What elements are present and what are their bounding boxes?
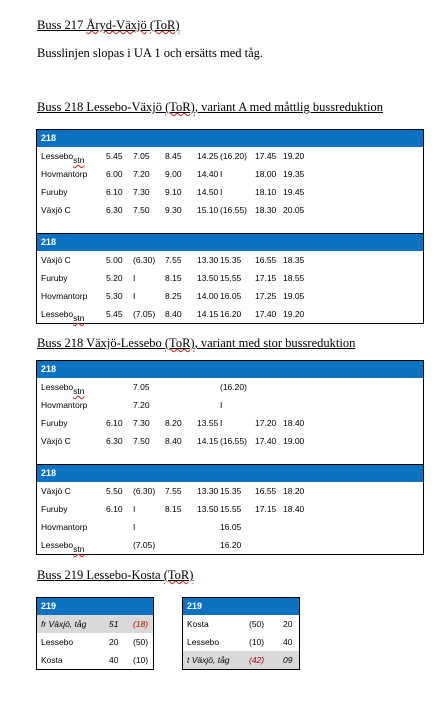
time-cell: 8.15: [165, 273, 182, 283]
time-cell: 15.10: [197, 205, 219, 215]
line-header: 218: [37, 130, 423, 147]
time-cell: 9.10: [165, 187, 182, 197]
table-row: [37, 165, 423, 183]
time-cell: I: [133, 522, 136, 532]
stop-name: Hovmantorp: [41, 169, 88, 179]
time-cell: 13.55: [197, 418, 219, 428]
time-cell: 9.00: [165, 169, 182, 179]
stop-name: Kosta: [187, 619, 209, 629]
timetable-219-left: [36, 597, 154, 670]
time-cell: (16.55): [220, 205, 247, 215]
time-cell: 5.20: [106, 273, 123, 283]
time-cell: (7.05): [133, 540, 156, 550]
time-cell: 8.40: [165, 309, 182, 319]
time-cell: 7.30: [133, 418, 150, 428]
line-header: 218: [37, 465, 423, 482]
time-cell: 17.15: [255, 504, 277, 514]
stop-name: Hovmantorp: [41, 291, 88, 301]
table-row: [37, 251, 423, 269]
time-cell: 18.20: [283, 486, 305, 496]
time-cell: (10): [133, 655, 149, 665]
stop-name: Hovmantorp: [41, 522, 88, 532]
time-cell: 14.40: [197, 169, 219, 179]
time-cell: 18.30: [255, 205, 277, 215]
time-cell: 16.20: [220, 309, 242, 319]
time-cell: 7.05: [133, 382, 150, 392]
time-cell: 6.10: [106, 187, 123, 197]
table-row: [37, 201, 423, 219]
time-cell: 6.10: [106, 504, 123, 514]
stop-name: Lessebo stn: [41, 309, 85, 323]
time-cell: 5.30: [106, 291, 123, 301]
time-cell: 18.35: [283, 255, 305, 265]
time-cell: 14.15: [197, 436, 219, 446]
time-cell: 40: [109, 655, 119, 665]
stop-name: Lessebo stn: [41, 151, 85, 165]
timetable-218a: [36, 129, 424, 324]
time-cell: 8.15: [165, 504, 182, 514]
table-separator: [37, 450, 423, 465]
time-cell: 14.15: [197, 309, 219, 319]
table-row: [37, 633, 153, 651]
time-cell: 17.25: [255, 291, 277, 301]
table-row: [37, 615, 153, 633]
time-cell: 7.20: [133, 400, 150, 410]
time-cell: 5.45: [106, 151, 123, 161]
time-cell: 16.20: [220, 540, 242, 550]
time-cell: 8.25: [165, 291, 182, 301]
time-cell: (42): [249, 655, 265, 665]
time-cell: 17.45: [255, 151, 277, 161]
time-cell: 17.15: [255, 273, 277, 283]
time-cell: 13.30: [197, 486, 219, 496]
time-cell: 17.40: [255, 436, 277, 446]
table-row: [37, 500, 423, 518]
time-cell: 6.10: [106, 418, 123, 428]
time-cell: 19.35: [283, 169, 305, 179]
time-cell: 40: [283, 637, 293, 647]
table-row: [37, 651, 153, 669]
time-cell: 19.05: [283, 291, 305, 301]
line-header: 219: [37, 598, 153, 615]
time-cell: 6.00: [106, 169, 123, 179]
time-cell: 51: [109, 619, 119, 629]
time-cell: (10): [249, 637, 265, 647]
time-cell: I: [133, 504, 136, 514]
heading-218b: Buss 218 Växjö-Lessebo (ToR), variant med stor bussreduktion: [37, 336, 356, 350]
time-cell: 17.40: [255, 309, 277, 319]
table-row: [37, 396, 423, 414]
time-cell: 8.20: [165, 418, 182, 428]
table-row: [37, 378, 423, 396]
stop-name: Hovmantorp: [41, 400, 88, 410]
time-cell: 13.50: [197, 273, 219, 283]
time-cell: (50): [133, 637, 149, 647]
time-cell: (16.20): [220, 382, 247, 392]
table-row: [37, 432, 423, 450]
time-cell: 7.20: [133, 169, 150, 179]
time-cell: 18.55: [283, 273, 305, 283]
time-cell: 16.05: [220, 522, 242, 532]
table-row: [37, 269, 423, 287]
time-cell: 19.20: [283, 309, 305, 319]
time-cell: 15.55: [220, 273, 242, 283]
table-row: [37, 414, 423, 432]
time-cell: I: [220, 169, 223, 179]
stop-name: Lessebo: [41, 637, 74, 647]
time-cell: (16.55): [220, 436, 247, 446]
time-cell: 20: [109, 637, 119, 647]
table-row: [183, 615, 299, 633]
time-cell: (6.30): [133, 255, 156, 265]
time-cell: 8.45: [165, 151, 182, 161]
time-cell: 16.55: [255, 486, 277, 496]
stop-name: fr Växjö, tåg: [41, 619, 87, 629]
time-cell: 15.35: [220, 255, 242, 265]
time-cell: 7.05: [133, 151, 150, 161]
time-cell: I: [133, 273, 136, 283]
time-cell: 7.50: [133, 436, 150, 446]
table-row: [37, 536, 423, 554]
time-cell: 14.25: [197, 151, 219, 161]
time-cell: I: [133, 291, 136, 301]
time-cell: 19.45: [283, 187, 305, 197]
time-cell: I: [220, 400, 223, 410]
time-cell: 13.30: [197, 255, 219, 265]
time-cell: 16.05: [220, 291, 242, 301]
time-cell: 7.55: [165, 486, 182, 496]
time-cell: 14.00: [197, 291, 219, 301]
stop-name: Växjö C: [41, 205, 71, 215]
table-row: [37, 305, 423, 323]
time-cell: 15.55: [220, 504, 242, 514]
time-cell: 16.55: [255, 255, 277, 265]
time-cell: 13.50: [197, 504, 219, 514]
time-cell: 19.20: [283, 151, 305, 161]
time-cell: 5.00: [106, 255, 123, 265]
stop-name: Växjö C: [41, 486, 71, 496]
stop-name: Kosta: [41, 655, 63, 665]
table-row: [183, 651, 299, 669]
time-cell: 20: [283, 619, 293, 629]
time-cell: 7.55: [165, 255, 182, 265]
stop-name: Furuby: [41, 418, 68, 428]
stop-name: Furuby: [41, 504, 68, 514]
time-cell: (50): [249, 619, 265, 629]
table-row: [37, 183, 423, 201]
line-header: 219: [183, 598, 299, 615]
time-cell: 15.35: [220, 486, 242, 496]
time-cell: 18.10: [255, 187, 277, 197]
time-cell: 17.20: [255, 418, 277, 428]
time-cell: 7.30: [133, 187, 150, 197]
time-cell: 20.05: [283, 205, 305, 215]
table-row: [37, 287, 423, 305]
time-cell: 5.45: [106, 309, 123, 319]
stop-name: Lessebo stn: [41, 382, 85, 396]
time-cell: 09: [283, 655, 293, 665]
stop-name: Furuby: [41, 187, 68, 197]
time-cell: 7.50: [133, 205, 150, 215]
time-cell: 18.00: [255, 169, 277, 179]
time-cell: 5.50: [106, 486, 123, 496]
stop-name: Furuby: [41, 273, 68, 283]
table-separator: [37, 219, 423, 234]
line-header: 218: [37, 361, 423, 378]
table-row: [37, 147, 423, 165]
text-217: Busslinjen slopas i UA 1 och ersätts med tåg.: [37, 46, 264, 60]
time-cell: 19.00: [283, 436, 305, 446]
table-row: [183, 633, 299, 651]
time-cell: 6.30: [106, 436, 123, 446]
timetable-218b: [36, 360, 424, 555]
time-cell: 18.40: [283, 418, 305, 428]
stop-name: Lessebo: [187, 637, 220, 647]
time-cell: (16.20): [220, 151, 247, 161]
heading-219: Buss 219 Lessebo-Kosta (ToR): [37, 568, 194, 582]
time-cell: (18): [133, 619, 149, 629]
timetable-219-right: [182, 597, 300, 670]
table-row: [37, 518, 423, 536]
time-cell: 18.40: [283, 504, 305, 514]
stop-name: Lessebo stn: [41, 540, 85, 554]
time-cell: (7.05): [133, 309, 156, 319]
heading-217: Buss 217 Åryd-Växjö (ToR): [37, 18, 180, 32]
time-cell: (6.30): [133, 486, 156, 496]
time-cell: I: [220, 418, 223, 428]
table-row: [37, 482, 423, 500]
time-cell: 8.40: [165, 436, 182, 446]
stop-name: t Växjö, tåg: [187, 655, 230, 665]
stop-name: Växjö C: [41, 255, 71, 265]
time-cell: 6.30: [106, 205, 123, 215]
line-header: 218: [37, 234, 423, 251]
heading-218a: Buss 218 Lessebo-Växjö (ToR), variant A med måttlig bussreduktion: [37, 100, 383, 114]
time-cell: 14.50: [197, 187, 219, 197]
time-cell: I: [220, 187, 223, 197]
stop-name: Växjö C: [41, 436, 71, 446]
time-cell: 9.30: [165, 205, 182, 215]
